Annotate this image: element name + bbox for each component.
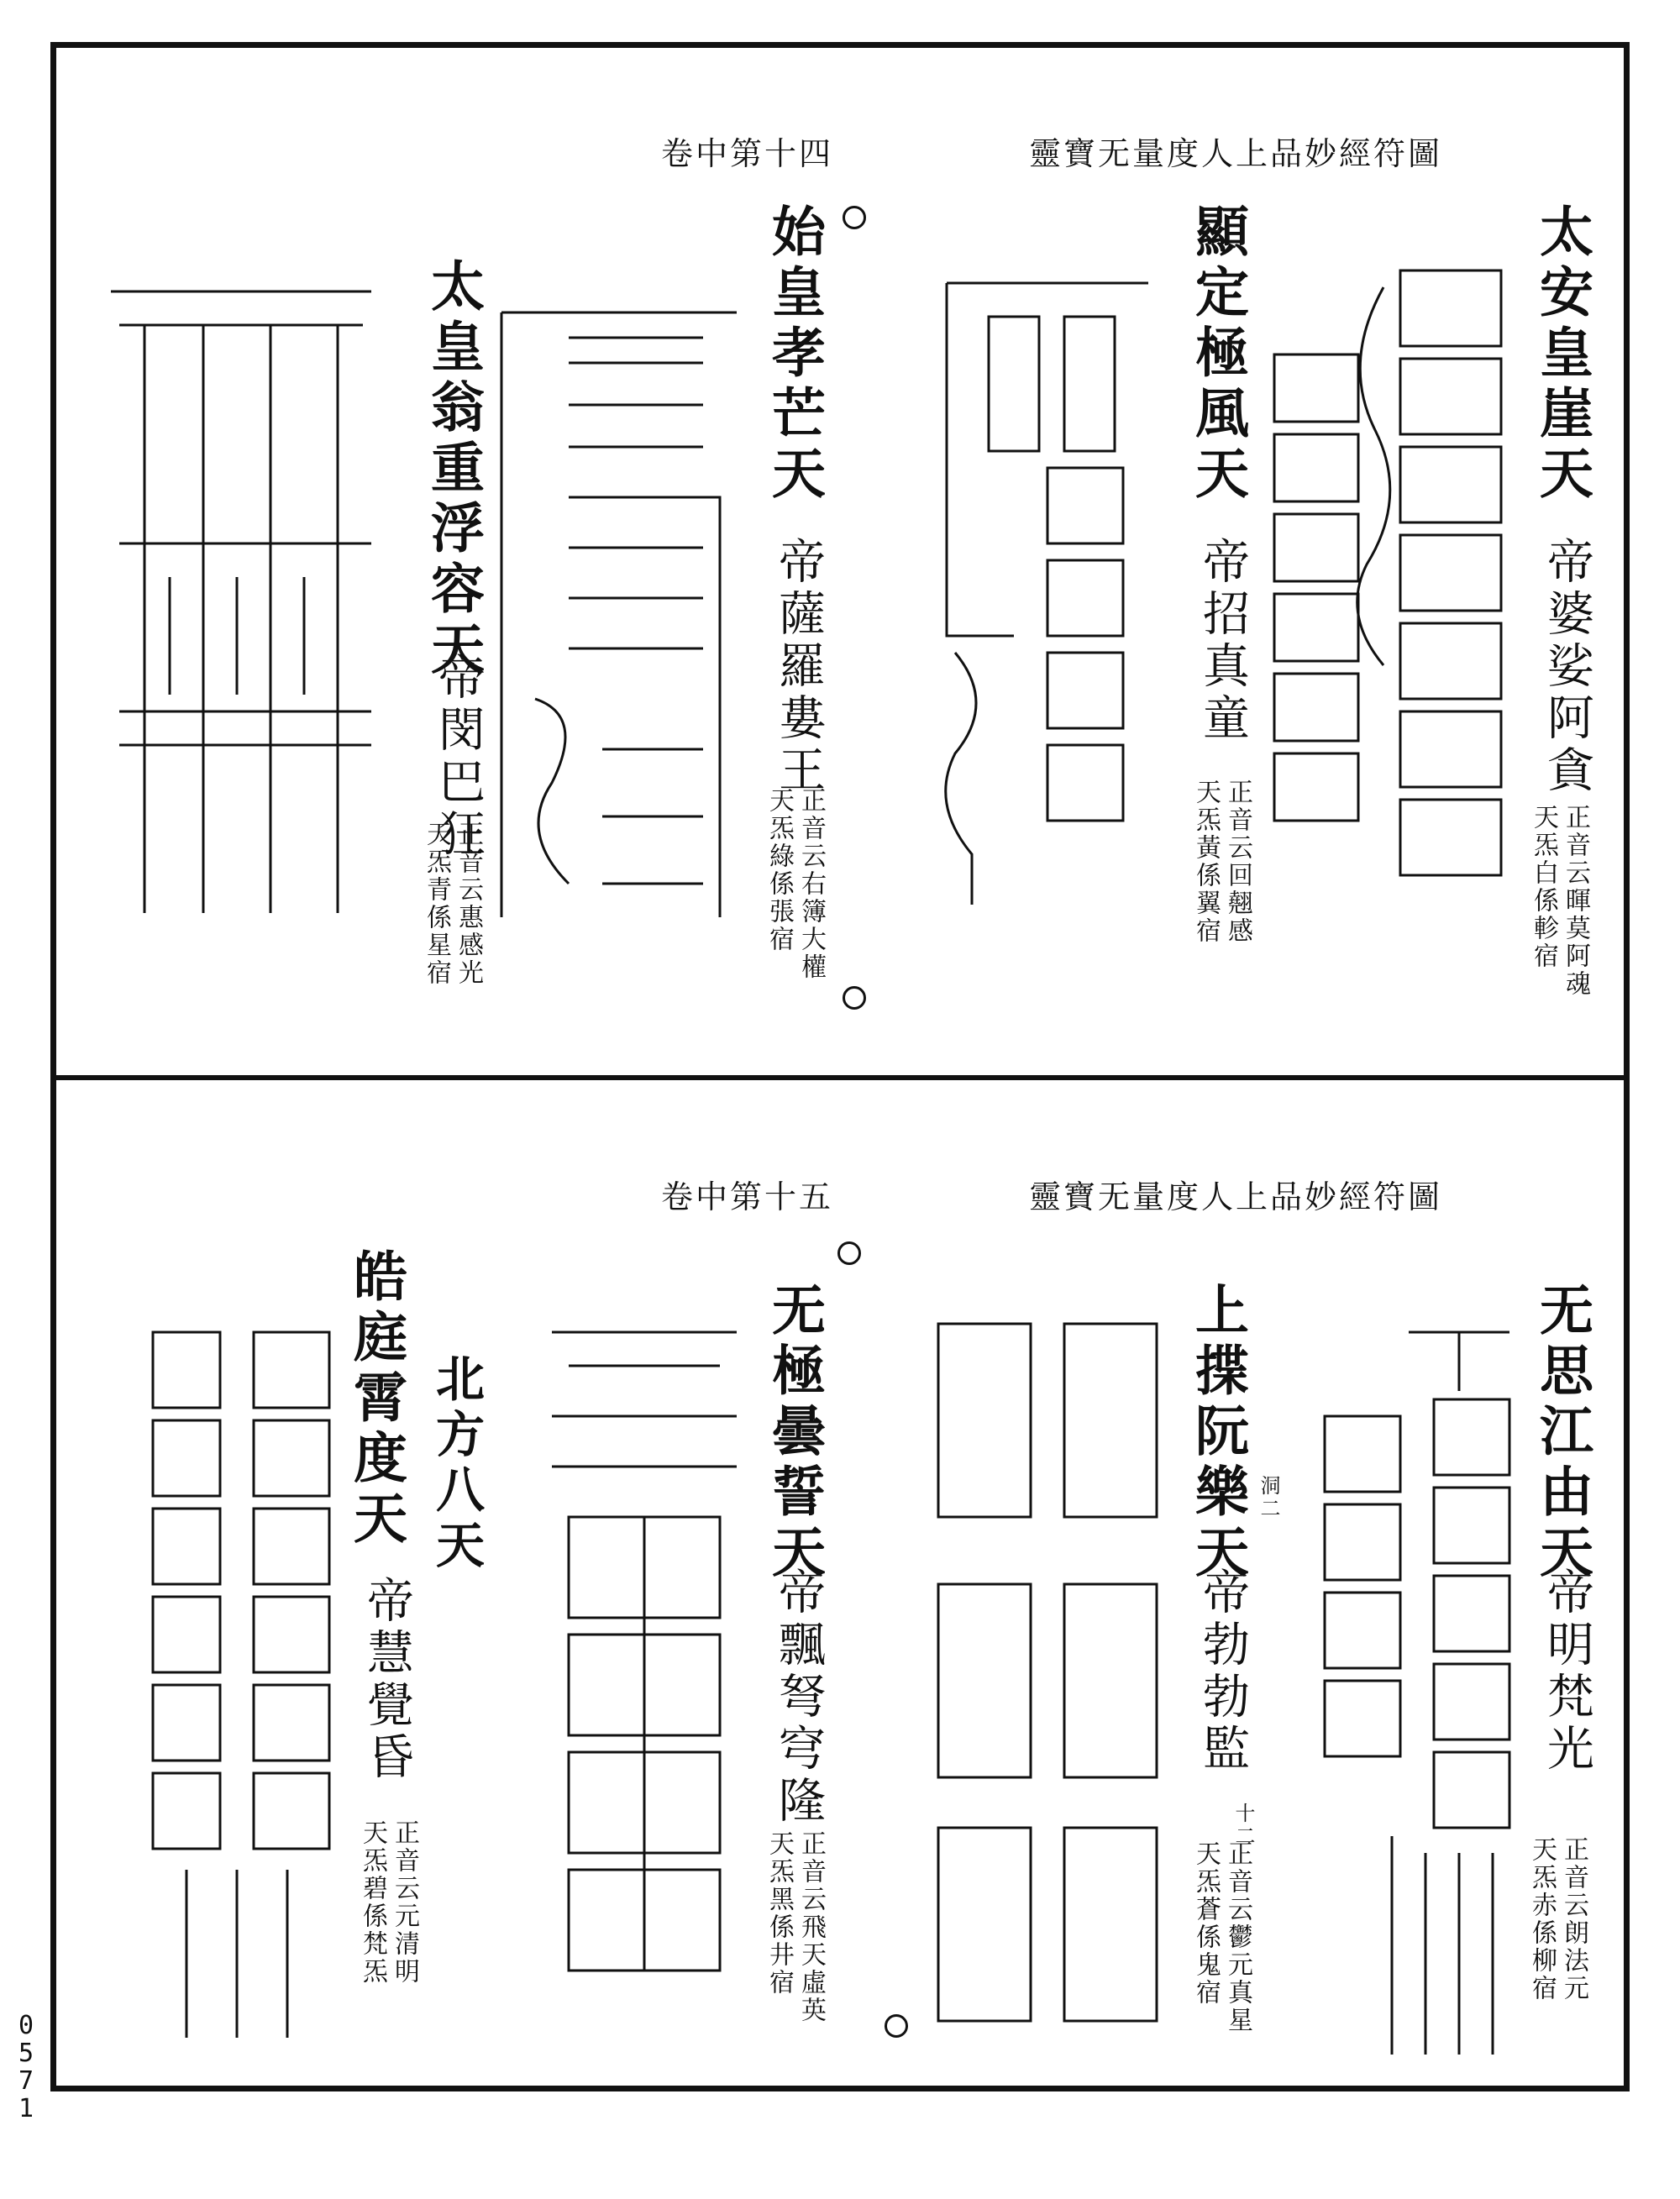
annotation: 天炁碧係梵炁 [358,1819,387,1986]
annotation: 天炁黃係翼宿 [1191,779,1221,945]
deity-name: 帝明梵光 [1540,1567,1594,1776]
deity-name: 帝薩羅婁王 [771,537,826,797]
talisman-glyph [921,266,1173,921]
deity-name: 帝婆娑阿貪 [1540,537,1594,797]
section-marker: 北方八天 [428,1353,485,1575]
heaven-name: 无思江由天 [1530,1282,1593,1584]
header-title: 靈寶无量度人上品妙經符圖 [1028,1178,1442,1215]
page-number-digit: 7 [18,2066,34,2096]
annotation: 天炁綠係張宿 [764,787,794,953]
deity-name: 帝慧覺昏 [360,1576,414,1784]
heaven-name: 顯定極風天 [1186,203,1249,506]
panel-header [661,1171,1442,1221]
talisman-glyph [1308,1299,1526,2080]
page-number-digit: 5 [18,2039,34,2068]
top-panel [56,48,1624,1075]
annotation: 正音云朗法元 [1559,1836,1588,2002]
deity-name: 帝招真童 [1195,537,1250,745]
heaven-name: 无極曇誓天 [763,1282,826,1584]
talisman-glyph [94,275,388,938]
bottom-panel [56,1080,1624,2086]
circle-mark [843,986,866,1010]
talisman-glyph [485,279,753,934]
talisman-glyph [535,1315,753,2071]
header-volume: 卷中第十五 [661,1178,834,1215]
circle-mark [837,1241,861,1265]
page-number-digit: 0 [18,2011,34,2040]
header-volume: 卷中第十四 [661,135,834,172]
deity-name: 帝飄弩穹隆 [771,1567,826,1828]
annotation: 正音云回翹感 [1223,779,1252,945]
header-title: 靈寶无量度人上品妙經符圖 [1028,135,1442,172]
deity-name: 帝閔巴狂 [431,653,486,861]
annotation: 正音云鬱元真星 [1223,1840,1252,2034]
annotation: 正音云元清明 [390,1819,419,1986]
annotation: 正音云暉莫阿魂 [1561,804,1590,998]
annotation: 天炁黑係井宿 [764,1830,794,1997]
heaven-name: 太安皇崖天 [1530,203,1593,506]
heaven-name: 太皇翁重浮容天 [422,258,485,681]
heaven-name: 上揲阮樂天 [1186,1282,1249,1584]
heaven-name: 皓庭霄度天 [344,1248,407,1551]
deity-name: 帝勃勃監 [1195,1567,1250,1776]
talisman-glyph [136,1315,346,2055]
annotation: 天炁白係軫宿 [1529,804,1558,970]
annotation: 天炁蒼係鬼宿 [1191,1840,1221,2007]
panel-header [661,128,1442,178]
page-number-digit: 1 [18,2094,34,2123]
small-mark: 十二 [1231,1803,1255,1848]
small-mark: 洞二 [1257,1475,1280,1520]
talisman-glyph [921,1307,1173,2071]
annotation: 正音云飛天虛英 [796,1830,826,2024]
annotation: 天炁青係星宿 [422,821,451,987]
circle-mark [885,2014,908,2038]
circle-mark [843,206,866,229]
talisman-glyph [1257,262,1526,951]
annotation: 正音云惠感光 [454,821,483,987]
annotation: 天炁赤係柳宿 [1527,1836,1557,2002]
heaven-name: 始皇孝芒天 [763,203,826,506]
annotation: 正音云右簿大權 [796,787,826,981]
page-number [15,2012,37,2123]
